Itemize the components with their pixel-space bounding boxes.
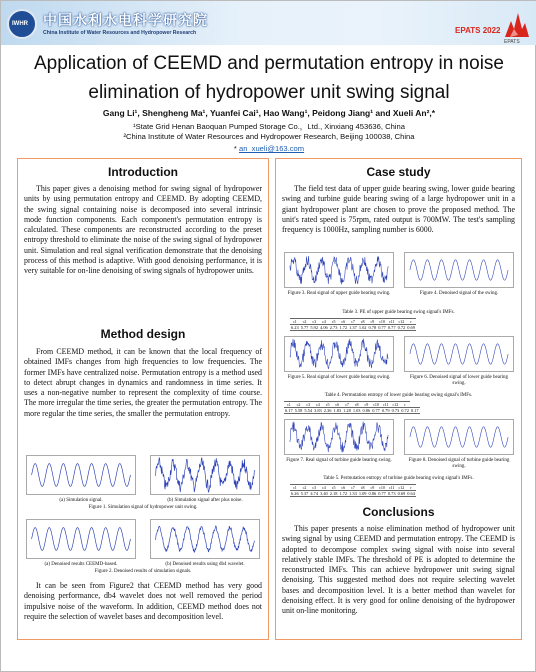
figure-1b-plot bbox=[150, 455, 260, 495]
table-header-cell: c3 bbox=[309, 485, 319, 491]
table-header-cell: c7 bbox=[348, 319, 358, 325]
figure-8-caption: Figure 8. Denoised signal of turbine guide bearing swing. bbox=[408, 458, 510, 469]
table-header-cell: c5 bbox=[329, 319, 339, 325]
table-header-cell: c6 bbox=[332, 402, 342, 408]
figure-7-plot bbox=[284, 419, 394, 455]
table-cell: 0.78 bbox=[368, 325, 377, 330]
table-cell: 1.72 bbox=[339, 325, 348, 330]
table-row bbox=[290, 491, 416, 497]
table-cell: 6.23 bbox=[291, 325, 299, 330]
table-cell: 5.58 bbox=[294, 408, 303, 413]
table-header-cell: c2 bbox=[300, 485, 310, 491]
table-header-cell: r bbox=[406, 485, 416, 491]
figure-8-waveform bbox=[410, 427, 508, 447]
table-header-cell: c10 bbox=[379, 485, 385, 490]
figure-7-caption: Figure 7. Real signal of turbine guide bearing swing. bbox=[286, 458, 392, 463]
table-cell: 1.28 bbox=[343, 408, 351, 413]
figure-1b-caption: (b) Simulation signal after plus noise. bbox=[167, 498, 243, 503]
institute-logo-text: IWHR bbox=[12, 21, 28, 27]
table-5-caption: Table 5. Permutation entropy of turbine guide bearing swing signal's IMFs. bbox=[323, 476, 474, 481]
method-text: From CEEMD method, it can be known that the local frequency of obtained IMFs changes from high frequencies to low frequencies. The former IMFs have centralized noise. Permutation entropy is a method used to detect abrupt changes in dynamics and randomness in time series. It uses a non-negative number to represent the complexity of time course. The more irregular the time series, the greater the permutation entropy. The more regular the time series, the smaller the permutation entropy. bbox=[24, 347, 262, 418]
figure-3-plot bbox=[284, 252, 394, 288]
institute-name-en: China Institute of Water Resources and Hydropower Research bbox=[43, 30, 197, 36]
figure-8-plot bbox=[404, 419, 514, 455]
case-study-text: The field test data of upper guide bearing swing, lower guide bearing swing and turbine guide bearing swing of a large hydropower unit in a giant hydropower plant are chosen to prove the proposed method. The unit's rated speed is 75rpm, rated output is 700MW. The test's sampling frequency is 1000Hz, sampling number is 6000. bbox=[282, 184, 515, 235]
figure-2a-plot bbox=[26, 519, 136, 559]
table-cell: 1.33 bbox=[349, 491, 357, 496]
table-cell: 6.26 bbox=[291, 491, 299, 496]
introduction-text: This paper gives a denoising method for swing signal of hydropower units by using permutation entropy and CEEMD. By adopting CEEMD, the swing signal containing noise is decomposed into several intrinsic mode function components. Each component's permutation entropy is calculated. These components are reconstructed according to the preset entropy threshold to eliminate the noise of the swing signal of hydropower unit. Simulation and real signal verification demonstrate that the denoising process of this method is adaptive. With good denoising performance, it is very suitable for on-line denoising of swing signals of hydropower units. bbox=[24, 184, 262, 276]
table-cell: 5.54 bbox=[304, 408, 313, 413]
table-header-cell: c5 bbox=[323, 402, 333, 408]
table-cell: 0.77 bbox=[387, 325, 396, 330]
figure-3-caption: Figure 3. Real signal of upper guide bearing swing. bbox=[287, 291, 391, 296]
table-header-cell: c12 bbox=[392, 402, 399, 407]
table-header-cell: c2 bbox=[294, 402, 304, 408]
table-cell: 5.92 bbox=[310, 325, 319, 330]
table-header-cell: r bbox=[400, 402, 410, 408]
figure-1a-waveform bbox=[32, 464, 131, 487]
table-header-cell: c8 bbox=[358, 485, 368, 491]
table-header-cell: c9 bbox=[368, 485, 378, 491]
figure-6-plot bbox=[404, 336, 514, 372]
conclusions-text: This paper presents a noise elimination method of hydropower unit swing signal by using CEEMD and permutation entropy. The CEEMD is adopted to decompose complex swing signal with noise into several relatively stable IMFs. The threshold of PE is adopted to determine the reconstructed IMFs. This can achieve hydropower unit swing signal denoising. This suggested method does not require selecting wavelet bases and decomposition level. It is a better method than wavelet for denoising effect. It is very good for online denoising of the hydropower unit on-line monitoring. bbox=[282, 524, 515, 616]
table-cell: 2.36 bbox=[323, 408, 332, 413]
right-column-panel bbox=[275, 158, 522, 640]
table-3 bbox=[290, 318, 416, 331]
table-header-cell: c6 bbox=[338, 319, 348, 325]
table-cell: 1.83 bbox=[333, 408, 342, 413]
table-header-cell: c11 bbox=[387, 485, 397, 491]
conference-logo-icon bbox=[501, 7, 531, 41]
table-header-cell: c7 bbox=[342, 402, 352, 408]
institute-logo-icon bbox=[7, 9, 37, 39]
figure-1a-plot bbox=[26, 455, 136, 495]
table-cell: 0.86 bbox=[368, 491, 377, 496]
table-cell: 4.74 bbox=[310, 491, 319, 496]
figure-6-waveform bbox=[410, 344, 508, 364]
figure-4-waveform bbox=[410, 260, 508, 280]
table-header-cell: c7 bbox=[348, 485, 358, 491]
table-header-cell: c12 bbox=[398, 319, 405, 324]
table-row bbox=[284, 408, 420, 414]
figure-2b-plot bbox=[150, 519, 260, 559]
table-header-cell: c4 bbox=[313, 402, 323, 408]
table-header-cell: c2 bbox=[300, 319, 310, 325]
conclusions-heading: Conclusions bbox=[362, 505, 435, 519]
table-cell: 6.17 bbox=[285, 408, 293, 413]
table-cell: 3.83 bbox=[314, 408, 322, 413]
conference-name: EPATS 2022 bbox=[455, 26, 501, 35]
table-cell: 0.79 bbox=[381, 408, 390, 413]
table-cell: 4.06 bbox=[320, 325, 328, 330]
figure-2b-waveform bbox=[156, 526, 255, 552]
figure-2a-waveform bbox=[32, 528, 131, 551]
figure-5-caption: Figure 5. Real signal of lower guide bearing swing. bbox=[287, 375, 391, 380]
table-cell: 1.03 bbox=[352, 408, 361, 413]
figure-1-caption: Figure 1. Simulation signal of hydropower unit swing. bbox=[88, 505, 198, 510]
table-cell: 0.17 bbox=[410, 408, 419, 413]
table-header-cell: c1 bbox=[290, 485, 300, 491]
table-cell: 1.37 bbox=[349, 325, 357, 330]
table-cell: 0.73 bbox=[391, 408, 400, 413]
table-cell: 2.18 bbox=[329, 491, 338, 496]
table-header-cell: c11 bbox=[387, 319, 397, 325]
table-header-cell: c10 bbox=[379, 319, 385, 324]
institute-name-cn: 中国水利水电科学研究院 bbox=[43, 13, 208, 29]
table-header-cell: c8 bbox=[352, 402, 362, 408]
table-row bbox=[290, 325, 416, 331]
method-heading: Method design bbox=[100, 327, 186, 341]
table-header-cell: c5 bbox=[329, 485, 339, 491]
table-cell: 0.72 bbox=[397, 325, 406, 330]
table-cell: 2.73 bbox=[329, 325, 338, 330]
figure-2a-caption: (a) Denoised results CEEMD-based. bbox=[44, 562, 118, 567]
table-cell: 5.37 bbox=[300, 491, 309, 496]
conference-logo-label: EPATS bbox=[504, 39, 520, 45]
table-cell: 0.69 bbox=[397, 491, 406, 496]
table-cell: 5.77 bbox=[300, 325, 309, 330]
table-header-cell: c8 bbox=[358, 319, 368, 325]
table-cell: 0.77 bbox=[378, 325, 386, 330]
method-conclusion-text: It can be seen from Figure2 that CEEMD method has very good denoising performance, db4 wavelet does not well removed the period impulsive noise of the waveform. In addition, CEEMD method does not require the selection of wavelet bases and decomposition level. bbox=[24, 581, 262, 621]
contact-email bbox=[1, 144, 536, 153]
title-line-2: elimination of hydropower unit swing signal bbox=[88, 82, 450, 103]
table-header-cell: c1 bbox=[284, 402, 294, 408]
table-header-cell: c4 bbox=[319, 319, 329, 325]
figure-7-waveform bbox=[290, 422, 388, 453]
table-3-caption: Table 3. PE of upper guide bearing swing signal's IMFs. bbox=[342, 310, 455, 315]
affiliation-2: ²China Institute of Water Resources and Hydropower Research, Beijing 100038, China bbox=[123, 132, 415, 141]
table-cell: 1.72 bbox=[339, 491, 348, 496]
table-header-cell: c1 bbox=[290, 319, 300, 325]
affiliation-1: ¹State Grid Henan Baoquan Pumped Storage Co.，Ltd., Xinxiang 453636, China bbox=[133, 122, 405, 131]
table-header-cell: c12 bbox=[398, 485, 405, 490]
case-study-heading: Case study bbox=[366, 165, 431, 179]
figure-3-waveform bbox=[290, 256, 388, 284]
table-cell: 0.69 bbox=[407, 325, 415, 330]
left-column-panel bbox=[17, 158, 269, 640]
table-cell: 0.72 bbox=[401, 408, 409, 413]
table-header-cell: r bbox=[406, 319, 416, 325]
table-cell: 0.64 bbox=[407, 491, 415, 496]
table-cell: 1.02 bbox=[358, 325, 367, 330]
figure-1a-caption: (a) Simulation signal. bbox=[59, 498, 103, 503]
table-cell: 0.86 bbox=[362, 408, 371, 413]
figure-2-caption: Figure 2. Denoised results of simulation signals. bbox=[94, 569, 192, 574]
figure-1b-waveform bbox=[156, 458, 255, 493]
table-header-cell: c11 bbox=[381, 402, 391, 408]
table-header-cell: c3 bbox=[309, 319, 319, 325]
table-header-cell: c6 bbox=[338, 485, 348, 491]
poster-title bbox=[1, 49, 536, 107]
figure-5-waveform bbox=[290, 339, 388, 369]
table-4-caption: Table 4. Permutation entropy of lower guide bearing swing signal's IMFs. bbox=[324, 393, 473, 398]
table-header-cell: c9 bbox=[362, 402, 372, 408]
figure-4-plot bbox=[404, 252, 514, 288]
table-cell: 0.77 bbox=[372, 408, 380, 413]
figure-2b-caption: (b) Denoised results using db4 wavelet. bbox=[165, 562, 245, 567]
author-list: Gang Li¹, Shengheng Ma¹, Yuanfei Cai¹, Hao Wang¹, Peidong Jiang¹ and Xueli An²,* bbox=[102, 108, 436, 118]
table-header-cell: c4 bbox=[319, 485, 329, 491]
table-cell: 1.09 bbox=[358, 491, 367, 496]
figure-6-caption: Figure 6. Denoised signal of lower guide bearing swing. bbox=[409, 375, 509, 386]
figure-4-caption: Figure 4. Denoised signal of the swing. bbox=[419, 291, 499, 296]
email-link[interactable]: an_xueli@163.com bbox=[238, 144, 305, 153]
table-cell: 3.40 bbox=[320, 491, 328, 496]
table-cell: 0.73 bbox=[387, 491, 396, 496]
table-header-cell: c3 bbox=[303, 402, 313, 408]
table-header-cell: c9 bbox=[368, 319, 378, 325]
title-line-1: Application of CEEMD and permutation entropy in noise bbox=[34, 53, 504, 74]
introduction-heading: Introduction bbox=[108, 165, 178, 179]
table-5 bbox=[290, 484, 416, 497]
table-4 bbox=[284, 401, 420, 414]
figure-5-plot bbox=[284, 336, 394, 372]
email-marker: * bbox=[233, 144, 237, 153]
table-header-cell: c10 bbox=[373, 402, 379, 407]
table-cell: 0.77 bbox=[378, 491, 386, 496]
